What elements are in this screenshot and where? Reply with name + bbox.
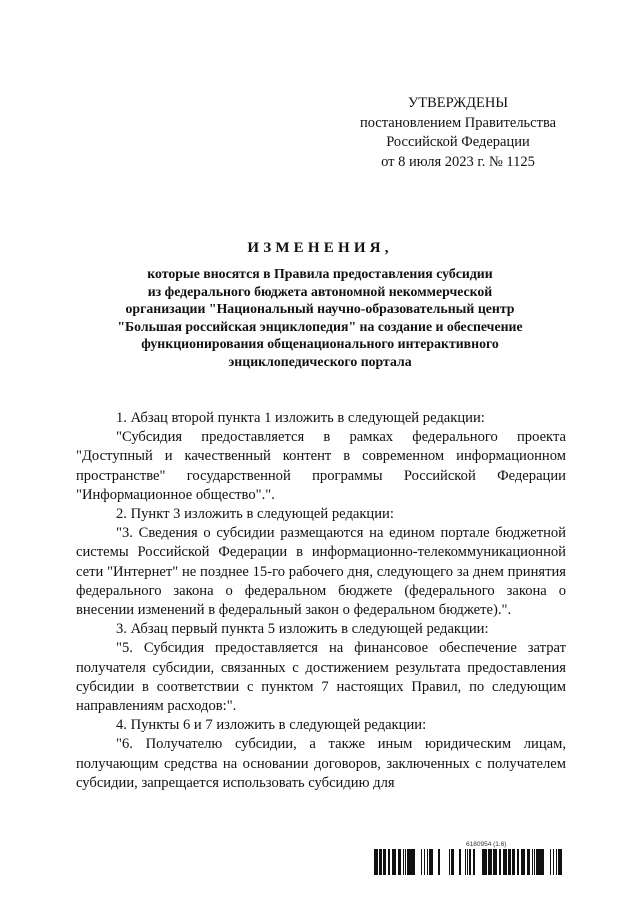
subtitle-line: из федерального бюджета автономной некоммерческой <box>147 283 493 299</box>
document-body <box>76 409 566 793</box>
body-paragraph: "Субсидия предоставляется в рамках федерального проекта "Доступный и качественный контент в современном информационном пространстве" государственной программы Российской Федерации "Информационное общество".". <box>76 429 566 503</box>
subtitle-line: организации "Национальный научно-образовательный центр <box>125 301 515 317</box>
body-paragraph: 1. Абзац второй пункта 1 изложить в следующей редакции: <box>116 410 485 426</box>
barcode-id: 6180954 (1.6) <box>466 841 507 848</box>
body-paragraph: "3. Сведения о субсидии размещаются на едином портале бюджетной системы Российской Федерации в информационно-телекоммуникационной сети "Интернет" не позднее 15-го рабочего дня, следующего за днем принятия федерального закона о федеральном бюджете (федерального закона о внесении изменений в федеральный закон о федеральном бюджете).". <box>76 525 566 619</box>
approval-country: Российской Федерации <box>386 134 530 150</box>
body-paragraph: "5. Субсидия предоставляется на финансовое обеспечение затрат получателя субсидии, связанных с достижением результата предоставления субсидии в соответствии с пунктом 7 настоящих Правил, по следующим направлениям расходов:". <box>76 640 566 715</box>
subtitle-line: которые вносятся в Правила предоставления субсидии <box>147 266 493 281</box>
approval-stamp <box>340 94 576 172</box>
body-paragraph: 3. Абзац первый пункта 5 изложить в следующей редакции: <box>116 621 489 638</box>
document-title: ИЗМЕНЕНИЯ, <box>247 240 393 256</box>
body-paragraph: 2. Пункт 3 изложить в следующей редакции: <box>116 506 394 523</box>
body-paragraph: 4. Пункты 6 и 7 изложить в следующей редакции: <box>116 717 427 734</box>
body-paragraph: "6. Получателю субсидии, а также иным юридическим лицам, получающим средства на основании договоров, заключенных с получателем субсидии, запрещается использовать субсидию для <box>76 736 566 791</box>
approval-heading: УТВЕРЖДЕНЫ <box>407 95 509 111</box>
subtitle-line: энциклопедического портала <box>228 353 412 369</box>
document-subtitle <box>70 265 570 371</box>
approval-decree: постановлением Правительства <box>359 114 557 131</box>
approval-date: от 8 июля 2023 г. № 1125 <box>381 153 535 170</box>
barcode-icon <box>374 849 566 875</box>
subtitle-line: функционирования общенационального интерактивного <box>141 336 499 352</box>
subtitle-line: "Большая российская энциклопедия" на создание и обеспечение <box>117 318 523 334</box>
